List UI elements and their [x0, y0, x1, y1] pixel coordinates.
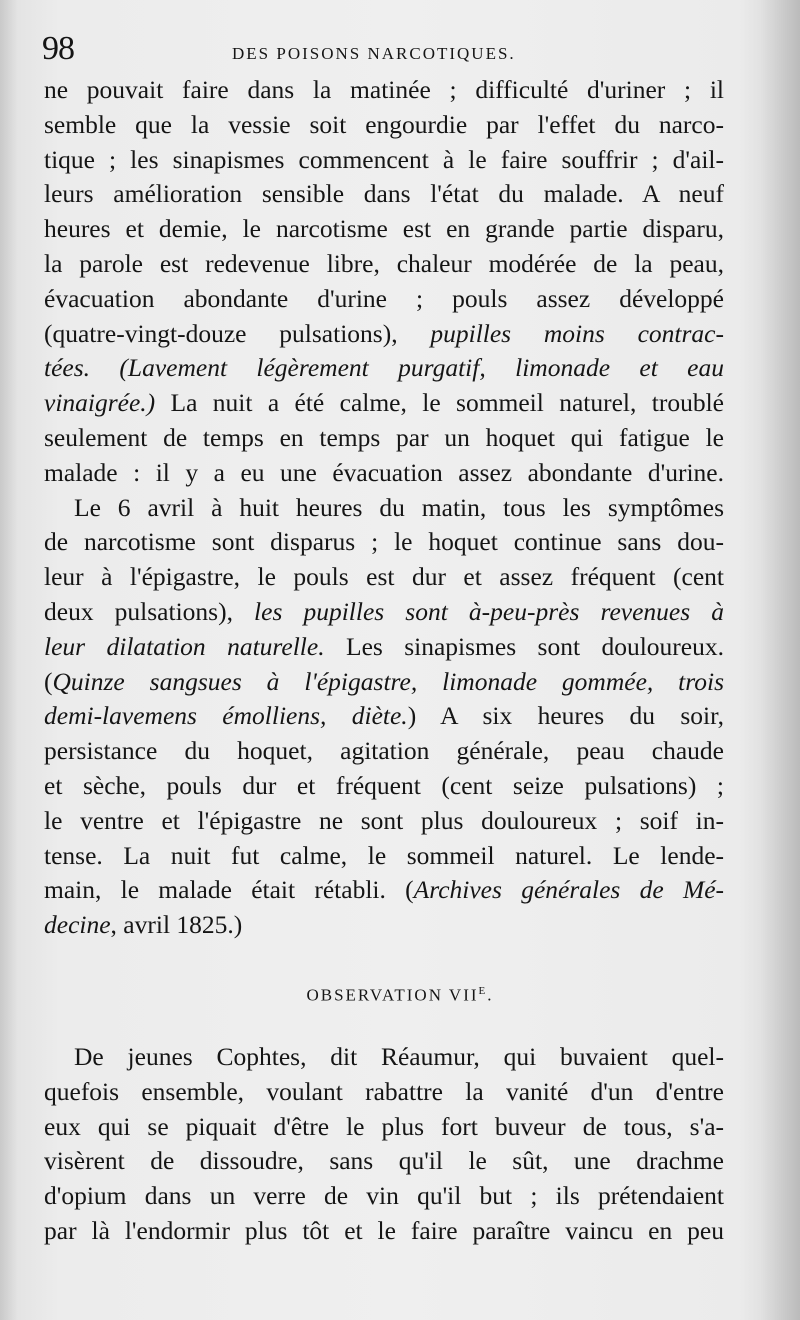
italic-run: tées. (Lavement légèrement purgatif, limonade et eau [44, 353, 724, 383]
text-line: ne pouvait faire dans la matinée ; difficulté d'uriner ; il [44, 75, 724, 104]
text-line [44, 351, 724, 386]
text-line: eux qui se piquait d'être le plus fort buveur de tous, s'a- [44, 1111, 724, 1141]
section-heading [0, 985, 800, 1006]
main-text-block [44, 73, 724, 943]
text-line: quefois ensemble, voulant rabattre la vanité d'un d'entre [44, 1076, 724, 1106]
text-line: heures et demie, le narcotisme est en grande partie disparu, [44, 214, 724, 244]
text-line [44, 908, 724, 943]
italic-run: demi-lavemens émolliens, diète. [44, 701, 408, 731]
text-line [44, 317, 724, 352]
italic-run: Archives générales de Mé- [413, 875, 724, 905]
text-line: De jeunes Cophtes, dit Réaumur, qui buvaient quel- [74, 1042, 724, 1071]
text-line: tense. La nuit fut calme, le sommeil naturel. Le lende- [44, 840, 724, 870]
text-line: d'opium dans un verre de vin qu'il but ; ils prétendaient [44, 1181, 724, 1211]
text-line: visèrent de dissoudre, sans qu'il le sût, une drachme [44, 1146, 724, 1176]
text-line: tique ; les sinapismes commencent à le faire souffrir ; d'ail- [44, 144, 724, 174]
text-run: main, le malade était rétabli. ( [44, 875, 414, 905]
paragraph-3 [44, 1040, 724, 1249]
text-line: malade : il y a eu une évacuation assez abondante d'urine. [44, 457, 724, 487]
text-line: le ventre et l'épigastre ne sont plus douloureux ; soif in- [44, 805, 724, 835]
text-run: ( [44, 666, 53, 696]
text-line: leurs amélioration sensible dans l'état du malade. A neuf [44, 179, 724, 209]
text-line [44, 873, 724, 908]
text-run: Les sinapismes sont douloureux. [324, 631, 724, 661]
running-head: DES POISONS NARCOTIQUES. [232, 44, 516, 63]
text-run: , avril 1825.) [110, 910, 243, 940]
italic-run: Quinze sangsues à l'épigastre, limonade gommée, trois [52, 666, 724, 696]
text-line [44, 699, 724, 734]
italic-run: leur dilatation naturelle. [44, 631, 325, 661]
paragraph-2 [44, 491, 724, 943]
text-line: persistance du hoquet, agitation générale, peau chaude [44, 736, 724, 766]
italic-run: vinaigrée.) [44, 388, 156, 418]
italic-run: les pupilles sont à-peu-près revenues à [254, 596, 724, 626]
text-line [44, 595, 724, 630]
text-line: Le 6 avril à huit heures du matin, tous les symptômes [74, 492, 724, 522]
text-run: La nuit a été calme, le sommeil naturel, troublé [155, 388, 724, 418]
page-header [42, 30, 742, 74]
section-heading-superscript: E [478, 985, 488, 997]
text-line: et sèche, pouls dur et fréquent (cent seize pulsations) ; [44, 770, 724, 800]
page-number: 98 [42, 30, 74, 67]
italic-run: decine [44, 910, 111, 940]
text-line: évacuation abondante d'urine ; pouls assez développé [44, 283, 724, 313]
text-run: deux pulsations), [44, 596, 255, 626]
text-line [44, 386, 724, 421]
text-line: de narcotisme sont disparus ; le hoquet continue sans dou- [44, 527, 724, 557]
text-line: seulement de temps en temps par un hoquet qui fatigue le [44, 422, 724, 452]
text-line: leur à l'épigastre, le pouls est dur et assez fréquent (cent [44, 562, 724, 592]
text-run: (quatre-vingt-douze pulsations), [44, 318, 431, 348]
paragraph-1 [44, 73, 724, 491]
section-heading-suffix: . [487, 985, 494, 1005]
italic-run: pupilles moins contrac- [430, 318, 724, 348]
text-line: semble que la vessie soit engourdie par l'effet du narco- [44, 109, 724, 139]
text-line [44, 630, 724, 665]
section-heading-text: OBSERVATION VII [306, 985, 479, 1005]
text-line [44, 665, 724, 700]
text-line: la parole est redevenue libre, chaleur modérée de la peau, [44, 248, 724, 278]
observation-text-block [44, 1040, 724, 1249]
text-run: ) A six heures du soir, [407, 701, 724, 731]
text-line: par là l'endormir plus tôt et le faire paraître vaincu en peu [44, 1215, 724, 1245]
